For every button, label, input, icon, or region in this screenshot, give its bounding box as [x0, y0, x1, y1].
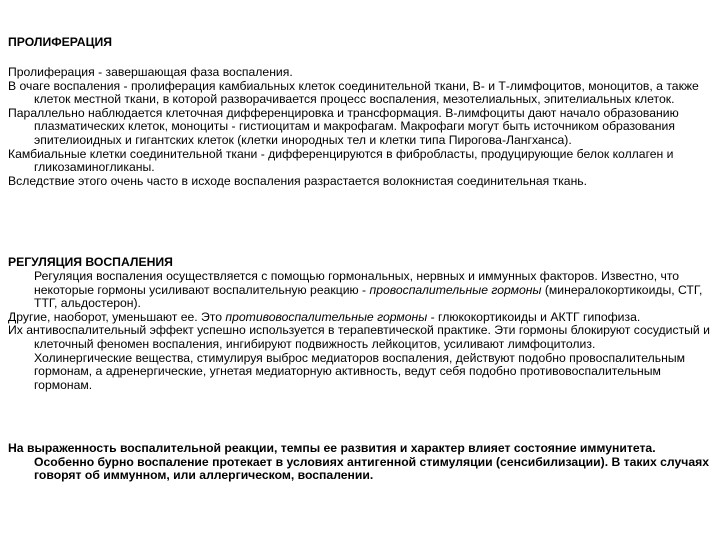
paragraph	[8, 311, 714, 325]
section-title-proliferation: ПРОЛИФЕРАЦИЯ	[8, 35, 113, 49]
text: Другие, наоборот, уменьшают ее. Это	[8, 309, 226, 324]
text: (минералокортикоиды, СТГ, ТТГ, альдостерон).	[34, 282, 703, 311]
paragraph: Холинергические вещества, стимулируя выброс медиаторов воспаления, действуют подобно провоспалительным гормонам, а адренергические, угнетая медиаторную активность, ведут себя подобно противовоспалительным гормонам.	[34, 350, 685, 392]
paragraph: Параллельно наблюдается клеточная дифференцировка и трансформация. В-лимфоциты дают начало образованию плазматических клеток, моноциты - гистиоцитам и макрофагам. Макрофаги могут быть источником образования эпителиоидных и гигантских клеток (клетки инородных тел и клетки типа Пирогова-Лангханса).	[8, 105, 679, 147]
text: Регуляция воспаления осуществляется с помощью гормональных, нервных и иммунных факторов. Известно, что некоторые гормоны усиливают воспалительную реакцию -	[34, 269, 680, 297]
emphasis-text: провоспалительные гормоны	[369, 282, 542, 297]
proliferation-section	[8, 66, 714, 188]
paragraph: Их антивоспалительный эффект успешно используется в терапевтической практике. Эти гормоны блокируют сосудистый и клеточный феномен воспаления, ингибируют подвижность лейкоцитов, усиливают лимфоцитолиз.	[8, 323, 710, 351]
section-title-regulation: РЕГУЛЯЦИЯ ВОСПАЛЕНИЯ	[8, 255, 173, 269]
conclusion-paragraph: На выраженность воспалительной реакции, темпы ее развития и характер влияет состояние иммунитета. Особенно бурно воспаление протекает в условиях антигенной стимуляции (сенсибилизации). В таких случаях говорят об иммунном, или аллергическом, воспалении.	[8, 441, 710, 483]
emphasis-text: противовоспалительные гормоны	[225, 309, 428, 324]
conclusion-section	[8, 442, 714, 483]
regulation-section	[8, 270, 714, 392]
text: - глюкокортикоиды и АКТГ гипофиза.	[427, 309, 641, 324]
paragraph: Вследствие этого очень часто в исходе воспаления разрастается волокнистая соединительная ткань.	[8, 173, 588, 188]
paragraph: В очаге воспаления - пролиферация камбиальных клеток соединительной ткани, В- и Т-лимфоцитов, моноцитов, а также клеток местной ткани, в которой разворачивается процесс воспаления, мезотелиальных, эпителиальных клеток.	[8, 78, 699, 107]
paragraph: Пролиферация - завершающая фаза воспаления.	[8, 65, 293, 79]
paragraph	[8, 270, 714, 311]
paragraph: Камбиальные клетки соединительной ткани - дифференцируются в фибробласты, продуцирующие белок коллаген и гликозаминогликаны.	[8, 146, 674, 175]
